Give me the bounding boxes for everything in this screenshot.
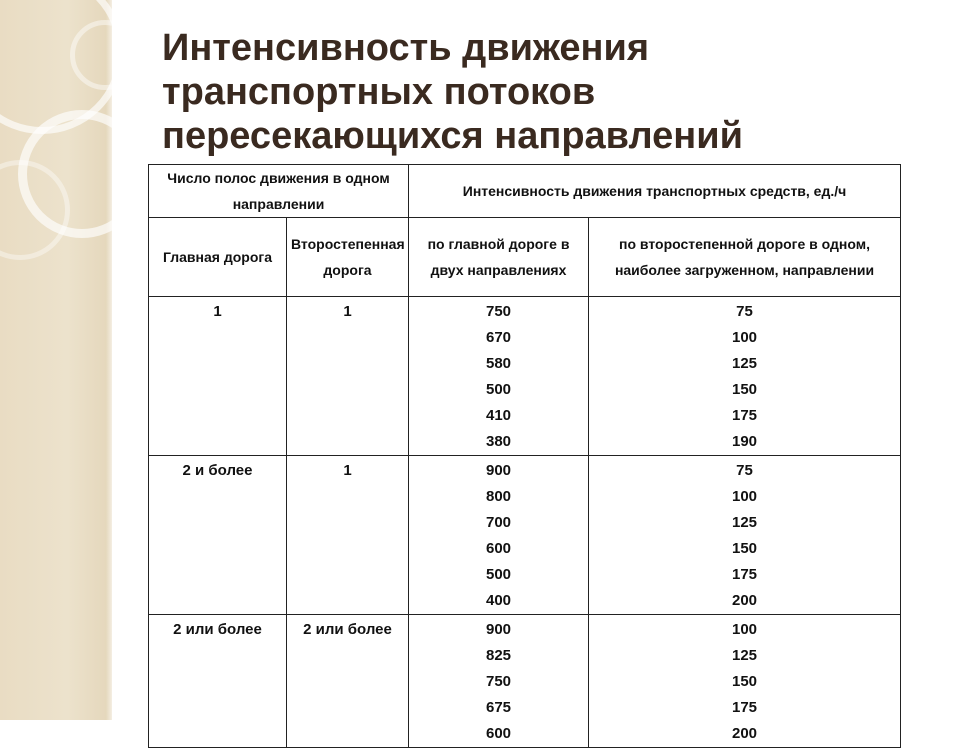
value: 100 (732, 488, 758, 505)
value: 100 (732, 329, 758, 346)
title-line: транспортных потоков (162, 71, 596, 113)
header-main-road: Главная дорога (149, 218, 287, 297)
value: 175 (732, 566, 758, 583)
main-intensity-cell (409, 615, 589, 748)
value: 750 (486, 303, 512, 320)
main-lanes-cell: 2 или более (149, 615, 287, 748)
header-intensity-group: Интенсивность движения транспортных средств, ед./ч (409, 165, 901, 218)
value: 200 (732, 725, 758, 742)
title-line: Интенсивность движения (162, 27, 650, 69)
secondary-lanes-cell: 1 (287, 297, 409, 456)
secondary-intensity-cell (589, 456, 901, 615)
secondary-lanes-cell: 2 или более (287, 615, 409, 748)
value: 75 (736, 303, 753, 320)
main-lanes-cell: 2 и более (149, 456, 287, 615)
value: 900 (486, 621, 512, 638)
value: 900 (486, 462, 512, 479)
slide-title (162, 26, 922, 158)
value: 175 (732, 699, 758, 716)
value: 125 (732, 647, 758, 664)
value: 400 (486, 592, 512, 609)
value: 675 (486, 699, 512, 716)
table-row (149, 615, 901, 748)
value: 500 (486, 566, 512, 583)
value: 825 (486, 647, 512, 664)
secondary-intensity-cell (589, 297, 901, 456)
header-lanes-group: Число полос движения в одном направлении (149, 165, 409, 218)
header-secondary-road-intensity: по второстепенной дороге в одном, наиболее загруженном, направлении (589, 218, 901, 297)
value: 175 (732, 407, 758, 424)
header-secondary-road: Второстепенная дорога (287, 218, 409, 297)
secondary-intensity-cell (589, 615, 901, 748)
title-line: пересекающихся направлений (162, 115, 743, 157)
value: 190 (732, 433, 758, 450)
main-intensity-cell (409, 456, 589, 615)
value: 100 (732, 621, 758, 638)
value: 410 (486, 407, 512, 424)
value: 750 (486, 673, 512, 690)
secondary-lanes-cell: 1 (287, 456, 409, 615)
value: 150 (732, 673, 758, 690)
value: 580 (486, 355, 512, 372)
value: 800 (486, 488, 512, 505)
value: 75 (736, 462, 753, 479)
value: 380 (486, 433, 512, 450)
value: 200 (732, 592, 758, 609)
value: 125 (732, 355, 758, 372)
value: 150 (732, 381, 758, 398)
decorative-side-band (0, 0, 112, 720)
table-row (149, 297, 901, 456)
header-main-road-intensity: по главной дороге в двух направлениях (409, 218, 589, 297)
value: 600 (486, 540, 512, 557)
value: 500 (486, 381, 512, 398)
main-intensity-cell (409, 297, 589, 456)
intensity-table (148, 164, 901, 748)
value: 150 (732, 540, 758, 557)
value: 600 (486, 725, 512, 742)
main-lanes-cell: 1 (149, 297, 287, 456)
table-row (149, 456, 901, 615)
value: 700 (486, 514, 512, 531)
value: 125 (732, 514, 758, 531)
value: 670 (486, 329, 512, 346)
